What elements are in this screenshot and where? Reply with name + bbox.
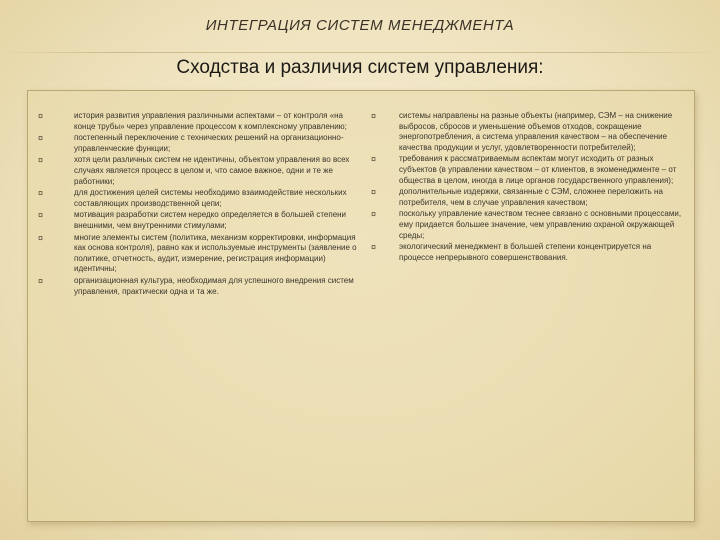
list-item — [38, 233, 358, 275]
bullet-icon: ¤ — [38, 210, 44, 221]
slide-title: Сходства и различия систем управления: — [176, 57, 544, 78]
header-divider — [0, 52, 720, 53]
bullet-icon: ¤ — [371, 242, 377, 253]
list-item-text: поскольку управление качеством теснее связано с основными процессами, ему придается большее значение, чем управлению охраной окружающей среды; — [399, 209, 682, 240]
list-item — [38, 133, 358, 154]
list-item-text: для достижения целей системы необходимо взаимодействие нескольких составляющих производственной цепи; — [74, 188, 347, 208]
bullet-icon: ¤ — [371, 111, 377, 121]
bullet-icon: ¤ — [38, 155, 44, 166]
list-item-text: мотивация разработки систем нередко определяется в большей степени внешними, чем внутренними стимулами; — [74, 210, 347, 230]
bullet-icon: ¤ — [371, 209, 377, 220]
list-item — [371, 242, 683, 263]
bullet-icon: ¤ — [38, 188, 44, 199]
list-item — [38, 210, 358, 231]
list-item-text: экологический менеджмент в большей степени концентрируется на процессе непрерывного совершенствования. — [399, 242, 652, 262]
differences-column — [371, 111, 683, 264]
bullet-icon: ¤ — [38, 133, 44, 144]
list-item-text: организационная культура, необходимая для успешного внедрения систем управления, практически одна и та же. — [74, 275, 354, 296]
differences-list — [371, 111, 683, 263]
list-item-text: системы направлены на разные объекты (например, СЭМ – на снижение выбросов, сбросов и уменьшение объемов отходов, сокращение энергопотребления, а система управления качеством – на обеспечение качества продукции и услуг, удовлетворенности потребителей); — [399, 111, 673, 152]
bullet-icon: ¤ — [38, 275, 44, 286]
list-item — [371, 154, 683, 186]
similarities-list — [38, 111, 358, 297]
bullet-icon: ¤ — [38, 111, 44, 121]
bullet-icon: ¤ — [38, 232, 44, 243]
similarities-column — [38, 111, 358, 298]
list-item — [371, 187, 683, 208]
list-item-text: дополнительные издержки, связанные с СЭМ, сложнее переложить на потребителя, чем в случае управления качеством; — [399, 187, 663, 207]
slide-header: ИНТЕГРАЦИЯ СИСТЕМ МЕНЕДЖМЕНТА — [205, 17, 515, 34]
list-item-text: многие элементы систем (политика, механизм корректировки, информация как основа контроля), равно как и используемые инструменты (заявление о политике, отчетность, аудит, измерение, регистрация информации) идентичны; — [74, 232, 357, 274]
list-item-text: история развития управления различными аспектами – от контроля «на конце трубы» через управление процессом к комплексному управлению; — [74, 111, 347, 131]
list-item — [371, 209, 683, 241]
list-item — [38, 111, 358, 132]
list-item-text: постепенный переключение с технических решений на организационно-управленческие функции; — [74, 133, 344, 153]
list-item-text: требования к рассматриваемым аспектам могут исходить от разных субъектов (в управлении качеством – от клиентов, в экоменеджменте – от общества в целом, иногда в лице органов государственного управления); — [399, 154, 677, 185]
list-item — [38, 188, 358, 209]
list-item — [371, 111, 683, 153]
bullet-icon: ¤ — [371, 154, 377, 165]
bullet-icon: ¤ — [371, 187, 377, 198]
content-box — [27, 90, 695, 522]
list-item-text: хотя цели различных систем не идентичны, объектом управления во всех случаях является процесс в целом и, что самое важное, одни и те же работники; — [74, 155, 350, 186]
list-item — [38, 276, 358, 297]
list-item — [38, 155, 358, 187]
